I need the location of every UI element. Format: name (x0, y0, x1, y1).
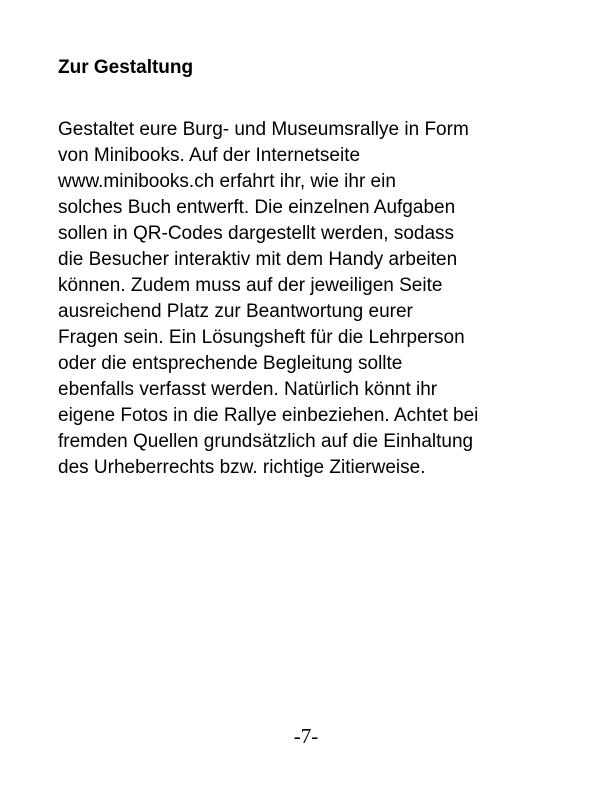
paragraph-line: können. Zudem muss auf der jeweiligen Seite (58, 275, 443, 296)
paragraph-line: des Urheberrechts bzw. richtige Zitierweise. (58, 457, 426, 478)
page-number: -7- (293, 724, 319, 748)
paragraph-line: ausreichend Platz zur Beantwortung eurer (58, 301, 413, 322)
paragraph-line: eigene Fotos in die Rallye einbeziehen. Achtet bei (58, 405, 479, 426)
paragraph-line: Fragen sein. Ein Lösungsheft für die Lehrperson (58, 327, 465, 348)
body-paragraph (58, 117, 578, 481)
paragraph-line: die Besucher interaktiv mit dem Handy arbeiten (58, 249, 458, 270)
paragraph-line: ebenfalls verfasst werden. Natürlich könnt ihr (58, 379, 438, 400)
paragraph-line: von Minibooks. Auf der Internetseite (58, 145, 361, 166)
paragraph-line: sollen in QR-Codes dargestellt werden, sodass (58, 223, 455, 244)
paragraph-line: solches Buch entwerft. Die einzelnen Aufgaben (58, 197, 456, 218)
section-heading: Zur Gestaltung (58, 57, 194, 78)
paragraph-line: Gestaltet eure Burg- und Museumsrallye in Form (58, 119, 469, 140)
paragraph-line: oder die entsprechende Begleitung sollte (58, 353, 403, 374)
paragraph-line: fremden Quellen grundsätzlich auf die Einhaltung (58, 431, 474, 452)
paragraph-line: www.minibooks.ch erfahrt ihr, wie ihr ein (58, 171, 396, 192)
